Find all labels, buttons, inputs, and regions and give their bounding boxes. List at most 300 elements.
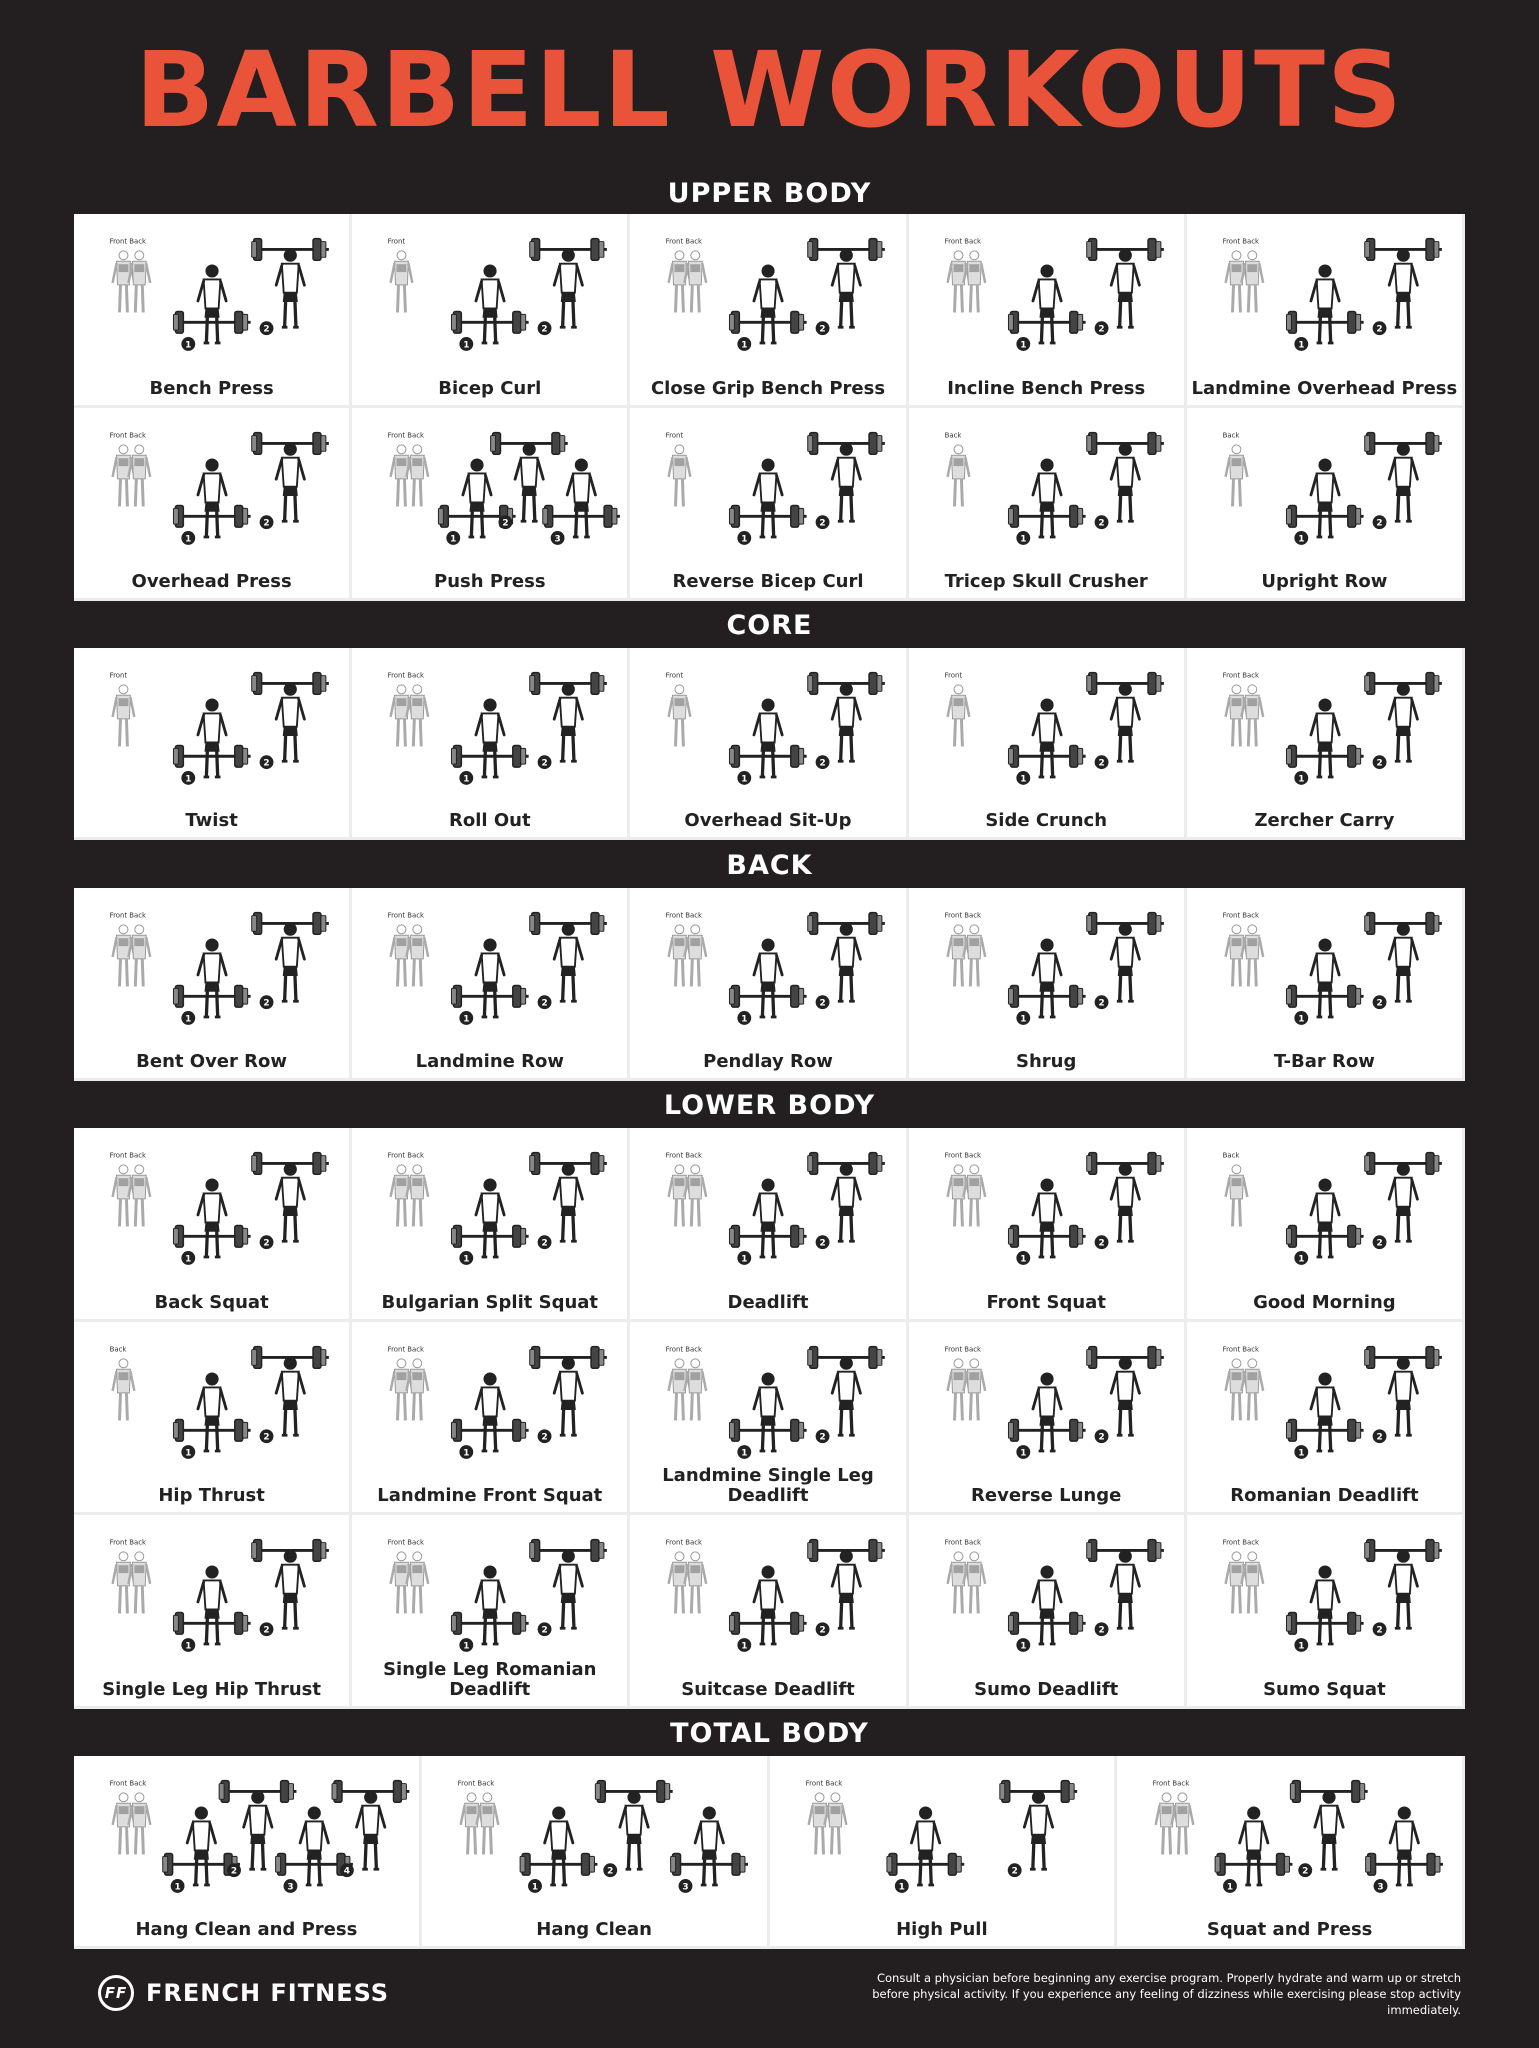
step-marker	[1374, 1879, 1388, 1893]
step-number: 2	[1098, 1432, 1105, 1443]
section-title-lower-body: LOWER BODY	[663, 1090, 876, 1121]
athlete-figure	[1111, 1163, 1139, 1242]
athlete-figure	[754, 264, 782, 343]
athlete-figure	[300, 1806, 328, 1885]
athlete-figure	[244, 1791, 272, 1870]
step-number: 2	[1098, 998, 1105, 1009]
step-number: 1	[185, 1641, 192, 1652]
exercise-card	[630, 888, 908, 1081]
step-marker	[460, 1011, 474, 1025]
muscle-chart-icon	[1222, 1539, 1263, 1614]
exercise-name: Back Squat	[154, 1291, 269, 1313]
step-marker	[1372, 995, 1386, 1009]
athlete-figure	[1033, 698, 1061, 777]
muscle-chart-view-label: Front Back	[666, 237, 703, 246]
exercise-name: Overhead Press	[131, 571, 292, 592]
step-marker	[181, 337, 195, 351]
exercise-card	[630, 214, 908, 408]
exercise-name: Reverse Lunge	[971, 1485, 1122, 1507]
exercise-illustration	[909, 1128, 1184, 1319]
exercise-name: Zercher Carry	[1254, 810, 1395, 831]
step-number: 1	[1019, 340, 1027, 351]
exercise-illustration	[909, 214, 1184, 405]
athlete-figure	[1389, 1356, 1417, 1435]
muscle-chart-view-label: Front	[666, 431, 684, 440]
exercise-card	[74, 1515, 352, 1709]
step-number: 2	[819, 518, 827, 529]
athlete-figure	[754, 938, 782, 1017]
step-marker	[1294, 1251, 1308, 1265]
step-marker	[816, 321, 830, 335]
exercise-name: Push Press	[434, 571, 546, 592]
muscle-chart-view-label: Front Back	[387, 1345, 425, 1354]
exercise-name: Sumo Squat	[1263, 1679, 1386, 1700]
step-marker	[1294, 1011, 1308, 1025]
exercise-name: Suitcase Deadlift	[681, 1679, 855, 1700]
exercise-card	[74, 214, 352, 408]
athlete-figure	[1111, 683, 1139, 762]
muscle-chart-icon	[944, 1539, 985, 1614]
exercise-illustration	[630, 648, 905, 837]
step-marker	[1372, 755, 1386, 769]
step-marker	[1372, 515, 1386, 529]
step-marker	[1094, 515, 1108, 529]
step-marker	[738, 771, 752, 785]
step-marker	[538, 995, 552, 1009]
exercise-card	[630, 1322, 908, 1516]
exercise-name: Hip Thrust	[158, 1485, 265, 1507]
step-number: 3	[1377, 1882, 1384, 1893]
step-number: 2	[263, 1238, 270, 1249]
step-marker	[1016, 1011, 1030, 1025]
muscle-chart-icon	[388, 672, 429, 747]
step-number: 3	[682, 1882, 689, 1893]
muscle-chart-icon	[457, 1780, 498, 1855]
step-marker	[528, 1879, 542, 1893]
step-number: 1	[185, 774, 192, 785]
exercise-name: Hang Clean and Press	[135, 1919, 358, 1940]
step-marker	[284, 1879, 298, 1893]
muscle-chart-icon	[666, 1539, 707, 1614]
athlete-figure	[198, 1372, 226, 1451]
exercise-name: Landmine Single Leg Deadlift	[662, 1465, 874, 1507]
athlete-figure	[754, 698, 782, 777]
muscle-chart-icon	[1222, 431, 1247, 506]
athlete-figure	[1311, 1372, 1339, 1451]
exercise-name: Shrug	[1016, 1051, 1077, 1072]
step-number: 1	[1019, 533, 1027, 544]
step-marker	[603, 1863, 617, 1877]
step-number: 1	[741, 1641, 748, 1652]
muscle-chart-view-label: Front Back	[1222, 671, 1259, 680]
muscle-chart-view-label: Front Back	[666, 1151, 703, 1160]
athlete-figure	[1033, 1372, 1061, 1451]
athlete-figure	[1111, 923, 1139, 1002]
exercise-card	[630, 408, 908, 602]
step-marker	[738, 1445, 752, 1459]
section-panel-lower-body	[74, 1128, 1465, 1709]
step-number: 1	[450, 533, 457, 544]
muscle-chart-icon	[110, 1539, 151, 1614]
exercise-illustration	[74, 648, 349, 837]
section-panel-back	[74, 888, 1465, 1081]
exercise-name: Single Leg Romanian Deadlift	[383, 1659, 597, 1700]
step-number: 1	[741, 533, 748, 544]
muscle-chart-icon	[944, 431, 969, 506]
step-number: 2	[541, 324, 548, 335]
step-marker	[1016, 1445, 1030, 1459]
muscle-chart-icon	[666, 1345, 707, 1420]
athlete-figure	[1240, 1806, 1268, 1885]
athlete-figure	[198, 458, 226, 537]
muscle-chart-view-label: Back	[944, 431, 961, 440]
muscle-chart-view-label: Front Back	[109, 1538, 147, 1547]
exercise-illustration	[352, 1128, 627, 1319]
exercise-card	[74, 1756, 422, 1949]
page-title: BARBELL WORKOUTS	[135, 29, 1404, 151]
step-marker	[1294, 771, 1308, 785]
athlete-figure	[276, 923, 304, 1002]
step-number: 2	[819, 1238, 827, 1249]
exercise-illustration	[352, 214, 627, 405]
athlete-figure	[554, 923, 582, 1002]
step-number: 1	[174, 1882, 181, 1893]
muscle-chart-icon	[110, 672, 135, 747]
step-marker	[538, 1623, 552, 1637]
step-marker	[260, 755, 274, 769]
muscle-chart-view-label: Back	[1222, 1151, 1240, 1160]
brand-logo-icon: FF	[98, 1975, 134, 2011]
step-number: 2	[1011, 1866, 1018, 1877]
athlete-figure	[276, 1356, 304, 1435]
muscle-chart-icon	[666, 912, 707, 987]
muscle-chart-icon	[805, 1780, 846, 1855]
athlete-figure	[476, 1372, 504, 1451]
athlete-figure	[833, 249, 861, 328]
step-number: 2	[263, 324, 270, 335]
step-marker	[738, 531, 752, 545]
exercise-name: Squat and Press	[1206, 1919, 1373, 1940]
athlete-figure	[476, 1566, 504, 1645]
step-marker	[181, 1638, 195, 1652]
step-number: 2	[1098, 1238, 1105, 1249]
exercise-card	[422, 1756, 770, 1949]
athlete-figure	[276, 442, 304, 521]
athlete-figure	[198, 264, 226, 343]
exercise-illustration	[909, 408, 1184, 599]
step-marker	[460, 1638, 474, 1652]
step-number: 1	[1019, 1014, 1027, 1025]
exercise-name: Landmine Row	[415, 1051, 564, 1072]
exercise-name: Bulgarian Split Squat	[381, 1291, 599, 1313]
exercise-illustration	[909, 888, 1184, 1078]
athlete-figure	[1389, 683, 1417, 762]
step-marker	[1016, 531, 1030, 545]
athlete-figure	[1111, 1550, 1139, 1629]
exercise-illustration	[1187, 408, 1462, 599]
athlete-figure	[695, 1806, 723, 1885]
athlete-figure	[833, 683, 861, 762]
step-marker	[1372, 1429, 1386, 1443]
section-panel-total-body	[74, 1756, 1465, 1949]
athlete-figure	[463, 458, 491, 537]
exercise-card	[909, 1515, 1187, 1709]
athlete-figure	[1024, 1791, 1052, 1870]
step-number: 1	[531, 1882, 538, 1893]
athlete-figure	[754, 458, 782, 537]
step-number: 1	[463, 774, 470, 785]
muscle-chart-view-label: Front Back	[805, 1779, 842, 1788]
athlete-figure	[1033, 1178, 1061, 1257]
athlete-figure	[1389, 249, 1417, 328]
step-number: 2	[1376, 1432, 1383, 1443]
step-number: 1	[898, 1882, 905, 1893]
muscle-chart-view-label: Front	[109, 671, 128, 680]
athlete-figure	[1033, 264, 1061, 343]
muscle-chart-view-label: Front Back	[666, 1538, 703, 1547]
muscle-chart-view-label: Front Back	[944, 911, 981, 920]
step-number: 2	[541, 1238, 548, 1249]
muscle-chart-icon	[388, 238, 413, 313]
step-marker	[260, 1235, 274, 1249]
exercise-illustration	[352, 408, 627, 599]
exercise-name: Sumo Deadlift	[974, 1679, 1119, 1700]
step-number: 2	[1376, 1625, 1383, 1636]
muscle-chart-view-label: Front Back	[387, 1151, 425, 1160]
athlete-figure	[276, 1550, 304, 1629]
section-title-total-body: TOTAL BODY	[670, 1718, 869, 1749]
muscle-chart-view-label: Front Back	[109, 1151, 147, 1160]
step-number: 2	[1376, 1238, 1383, 1249]
step-marker	[816, 1235, 830, 1249]
muscle-chart-icon	[388, 1539, 429, 1614]
step-marker	[499, 515, 513, 529]
step-marker	[538, 1429, 552, 1443]
step-marker	[1372, 1623, 1386, 1637]
muscle-chart-view-label: Front Back	[1222, 1345, 1259, 1354]
athlete-figure	[1033, 938, 1061, 1017]
muscle-chart-icon	[110, 431, 151, 506]
step-marker	[260, 995, 274, 1009]
exercise-illustration	[1187, 888, 1462, 1078]
exercise-name: Bench Press	[149, 377, 274, 399]
step-marker	[1094, 995, 1108, 1009]
step-marker	[1094, 321, 1108, 335]
step-number: 1	[741, 1254, 748, 1265]
muscle-chart-icon	[388, 1345, 429, 1420]
step-marker	[340, 1863, 354, 1877]
step-number: 1	[1019, 1448, 1027, 1459]
exercise-card	[1187, 648, 1465, 840]
step-marker	[1294, 1445, 1308, 1459]
exercise-illustration	[422, 1756, 767, 1946]
step-number: 2	[263, 758, 270, 769]
exercise-illustration	[74, 1515, 349, 1706]
muscle-chart-icon	[1222, 912, 1263, 987]
exercise-name: Hang Clean	[536, 1919, 652, 1940]
step-marker	[1299, 1863, 1313, 1877]
step-number: 1	[741, 774, 748, 785]
exercise-card	[1187, 214, 1465, 408]
step-marker	[894, 1879, 908, 1893]
step-number: 1	[741, 1014, 748, 1025]
athlete-figure	[1111, 1356, 1139, 1435]
athlete-figure	[754, 1178, 782, 1257]
exercise-card	[1187, 1515, 1465, 1709]
muscle-chart-icon	[110, 912, 151, 987]
muscle-chart-icon	[388, 1152, 429, 1227]
muscle-chart-view-label: Front Back	[1152, 1779, 1190, 1788]
muscle-chart-icon	[666, 431, 691, 506]
athlete-figure	[1311, 938, 1339, 1017]
exercise-card	[74, 408, 352, 602]
step-marker	[181, 771, 195, 785]
muscle-chart-icon	[944, 238, 985, 313]
muscle-chart-icon	[666, 238, 707, 313]
muscle-chart-icon	[110, 1152, 151, 1227]
step-marker	[1094, 755, 1108, 769]
muscle-chart-view-label: Front Back	[109, 911, 147, 920]
exercise-illustration	[352, 1322, 627, 1513]
step-marker	[738, 337, 752, 351]
exercise-card	[1187, 408, 1465, 602]
exercise-illustration	[630, 408, 905, 599]
step-number: 3	[554, 533, 561, 544]
step-marker	[816, 1623, 830, 1637]
step-marker	[1094, 1235, 1108, 1249]
exercise-name: T-Bar Row	[1273, 1051, 1375, 1072]
exercise-card	[630, 648, 908, 840]
athlete-figure	[1390, 1806, 1418, 1885]
step-marker	[1372, 1235, 1386, 1249]
exercise-name: Good Morning	[1253, 1291, 1396, 1313]
athlete-figure	[1311, 458, 1339, 537]
exercise-card	[1187, 1322, 1465, 1516]
muscle-chart-icon	[666, 1152, 707, 1227]
exercise-name: Landmine Front Squat	[377, 1485, 603, 1507]
exercise-card	[352, 1128, 630, 1322]
step-marker	[1294, 337, 1308, 351]
exercise-name: Landmine Overhead Press	[1191, 377, 1458, 399]
athlete-figure	[567, 458, 595, 537]
muscle-chart-view-label: Front Back	[387, 671, 425, 680]
muscle-chart-icon	[1222, 238, 1263, 313]
muscle-chart-icon	[388, 912, 429, 987]
step-marker	[816, 515, 830, 529]
step-number: 2	[606, 1866, 614, 1877]
muscle-chart-icon	[666, 672, 691, 747]
exercise-illustration	[74, 408, 349, 599]
muscle-chart-view-label: Front Back	[387, 911, 425, 920]
muscle-chart-view-label: Front Back	[109, 1779, 147, 1788]
exercise-card	[909, 1128, 1187, 1322]
exercise-illustration	[630, 1128, 905, 1319]
athlete-figure	[554, 1356, 582, 1435]
exercise-name: Roll Out	[449, 810, 531, 831]
exercise-name: Reverse Bicep Curl	[672, 571, 864, 592]
step-marker	[1094, 1429, 1108, 1443]
step-marker	[538, 321, 552, 335]
muscle-chart-icon	[1153, 1780, 1194, 1855]
exercise-card	[74, 648, 352, 840]
exercise-name: Side Crunch	[985, 810, 1108, 831]
step-number: 1	[1019, 1254, 1027, 1265]
step-number: 4	[343, 1866, 351, 1877]
exercise-card	[352, 888, 630, 1081]
exercise-card	[74, 1128, 352, 1322]
exercise-name: Incline Bench Press	[947, 377, 1146, 399]
exercise-card	[352, 408, 630, 602]
exercise-card	[909, 648, 1187, 840]
exercise-illustration	[630, 214, 905, 405]
step-number: 2	[819, 324, 827, 335]
muscle-chart-view-label: Front Back	[944, 237, 981, 246]
exercise-illustration	[909, 1515, 1184, 1706]
muscle-chart-view-label: Front	[387, 237, 406, 246]
step-number: 2	[263, 1625, 270, 1636]
step-number: 2	[263, 1432, 270, 1443]
muscle-chart-view-label: Front Back	[457, 1779, 495, 1788]
step-marker	[181, 1445, 195, 1459]
step-number: 2	[263, 518, 270, 529]
muscle-chart-icon	[388, 431, 429, 506]
athlete-figure	[1389, 1550, 1417, 1629]
step-marker	[678, 1879, 692, 1893]
step-marker	[260, 1429, 274, 1443]
exercise-card	[909, 214, 1187, 408]
section-title-core: CORE	[726, 610, 813, 641]
step-marker	[538, 1235, 552, 1249]
step-number: 1	[1019, 1641, 1027, 1652]
brand-logo	[98, 1975, 389, 2011]
step-number: 2	[230, 1866, 238, 1877]
step-marker	[460, 1445, 474, 1459]
step-marker	[1016, 337, 1030, 351]
step-marker	[260, 1623, 274, 1637]
exercise-illustration	[74, 1756, 419, 1946]
muscle-chart-view-label: Front Back	[1222, 237, 1259, 246]
exercise-illustration	[352, 648, 627, 837]
step-marker	[1016, 771, 1030, 785]
exercise-card	[770, 1756, 1118, 1949]
athlete-figure	[833, 923, 861, 1002]
step-number: 1	[185, 1254, 192, 1265]
step-number: 1	[463, 1641, 470, 1652]
step-marker	[1016, 1638, 1030, 1652]
step-marker	[460, 1251, 474, 1265]
athlete-figure	[198, 1566, 226, 1645]
step-marker	[171, 1879, 185, 1893]
muscle-chart-icon	[110, 1780, 151, 1855]
exercise-illustration	[1187, 1515, 1462, 1706]
step-number: 1	[185, 1014, 192, 1025]
athlete-figure	[187, 1806, 215, 1885]
exercise-card	[909, 408, 1187, 602]
athlete-figure	[833, 442, 861, 521]
muscle-chart-icon	[944, 1152, 985, 1227]
step-marker	[738, 1251, 752, 1265]
exercise-name: Bicep Curl	[438, 377, 542, 399]
exercise-card	[352, 648, 630, 840]
athlete-figure	[198, 698, 226, 777]
exercise-illustration	[74, 1322, 349, 1513]
step-number: 2	[819, 758, 827, 769]
step-number: 2	[541, 1625, 548, 1636]
exercise-card	[1187, 1128, 1465, 1322]
muscle-chart-view-label: Front Back	[387, 1538, 425, 1547]
athlete-figure	[1389, 923, 1417, 1002]
athlete-figure	[1033, 1566, 1061, 1645]
